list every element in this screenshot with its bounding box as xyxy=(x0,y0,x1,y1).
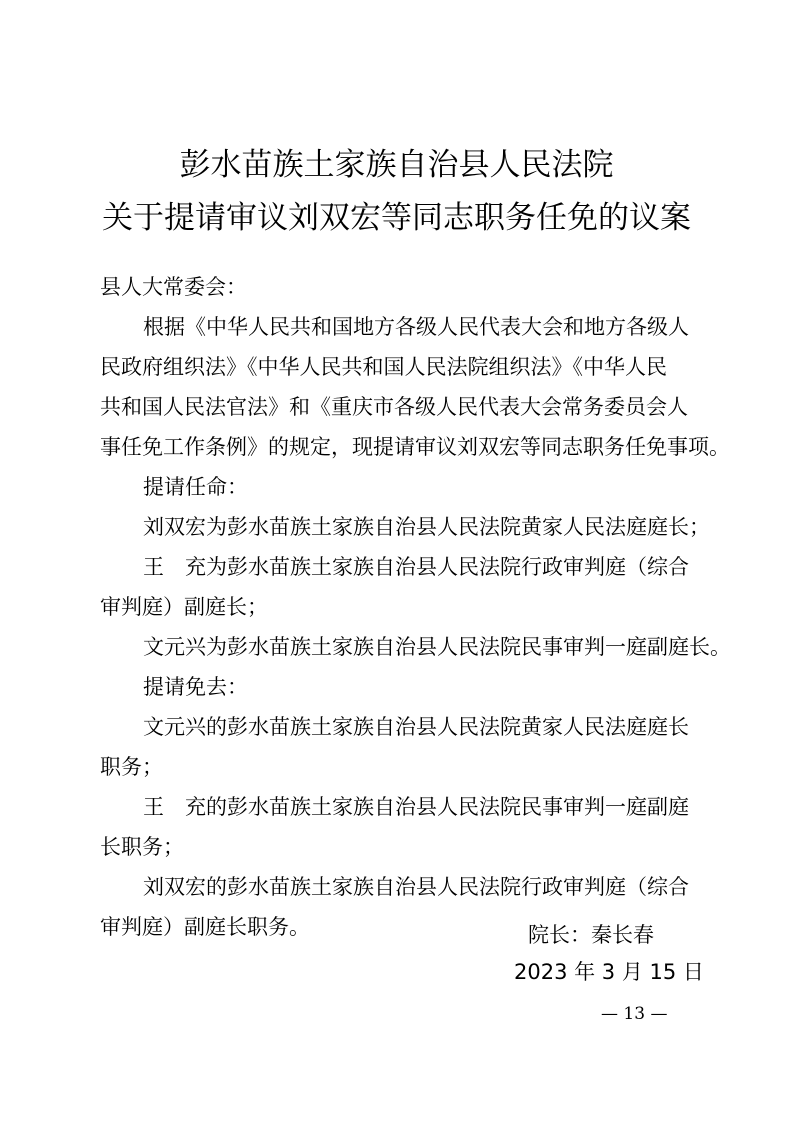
appointment-item-3: 文元兴为彭水苗族土家族自治县人民法院民事审判一庭副庭长。 xyxy=(143,635,731,659)
body-line-4: 事任免工作条例》的规定，现提请审议刘双宏等同志职务任免事项。 xyxy=(100,435,730,459)
signature-president: 院长：秦长春 xyxy=(528,923,654,947)
page-number: — 13 — xyxy=(601,1004,668,1024)
body-line-3: 共和国人民法官法》和《重庆市各级人民代表大会常务委员会人 xyxy=(100,395,688,419)
removal-item-3: 刘双宏的彭水苗族土家族自治县人民法院行政审判庭（综合 xyxy=(143,875,689,899)
body-line-2: 民政府组织法》《中华人民共和国人民法院组织法》《中华人民 xyxy=(100,355,667,379)
section-heading-remove: 提请免去： xyxy=(143,675,248,699)
document-title-line-1: 彭水苗族土家族自治县人民法院 xyxy=(179,147,614,183)
appointment-item-1: 刘双宏为彭水苗族土家族自治县人民法院黄家人民法庭庭长； xyxy=(143,515,710,539)
appointment-item-2: 王 充为彭水苗族土家族自治县人民法院行政审判庭（综合 xyxy=(143,555,689,579)
body-line-1: 根据《中华人民共和国地方各级人民代表大会和地方各级人 xyxy=(143,315,689,339)
removal-item-2: 王 充的彭水苗族土家族自治县人民法院民事审判一庭副庭 xyxy=(143,795,689,819)
removal-item-2-cont: 长职务； xyxy=(100,835,184,859)
removal-item-1-cont: 职务； xyxy=(100,755,163,779)
removal-item-3-cont: 审判庭）副庭长职务。 xyxy=(100,915,310,939)
removal-item-1: 文元兴的彭水苗族土家族自治县人民法院黄家人民法庭庭长 xyxy=(143,715,689,739)
signature-date: 2023 年 3 月 15 日 xyxy=(514,960,704,984)
section-heading-appoint: 提请任命： xyxy=(143,475,248,499)
appointment-item-2-cont: 审判庭）副庭长； xyxy=(100,595,268,619)
salutation: 县人大常委会： xyxy=(100,275,247,299)
document-title-line-2: 关于提请审议刘双宏等同志职务任免的议案 xyxy=(102,200,691,236)
